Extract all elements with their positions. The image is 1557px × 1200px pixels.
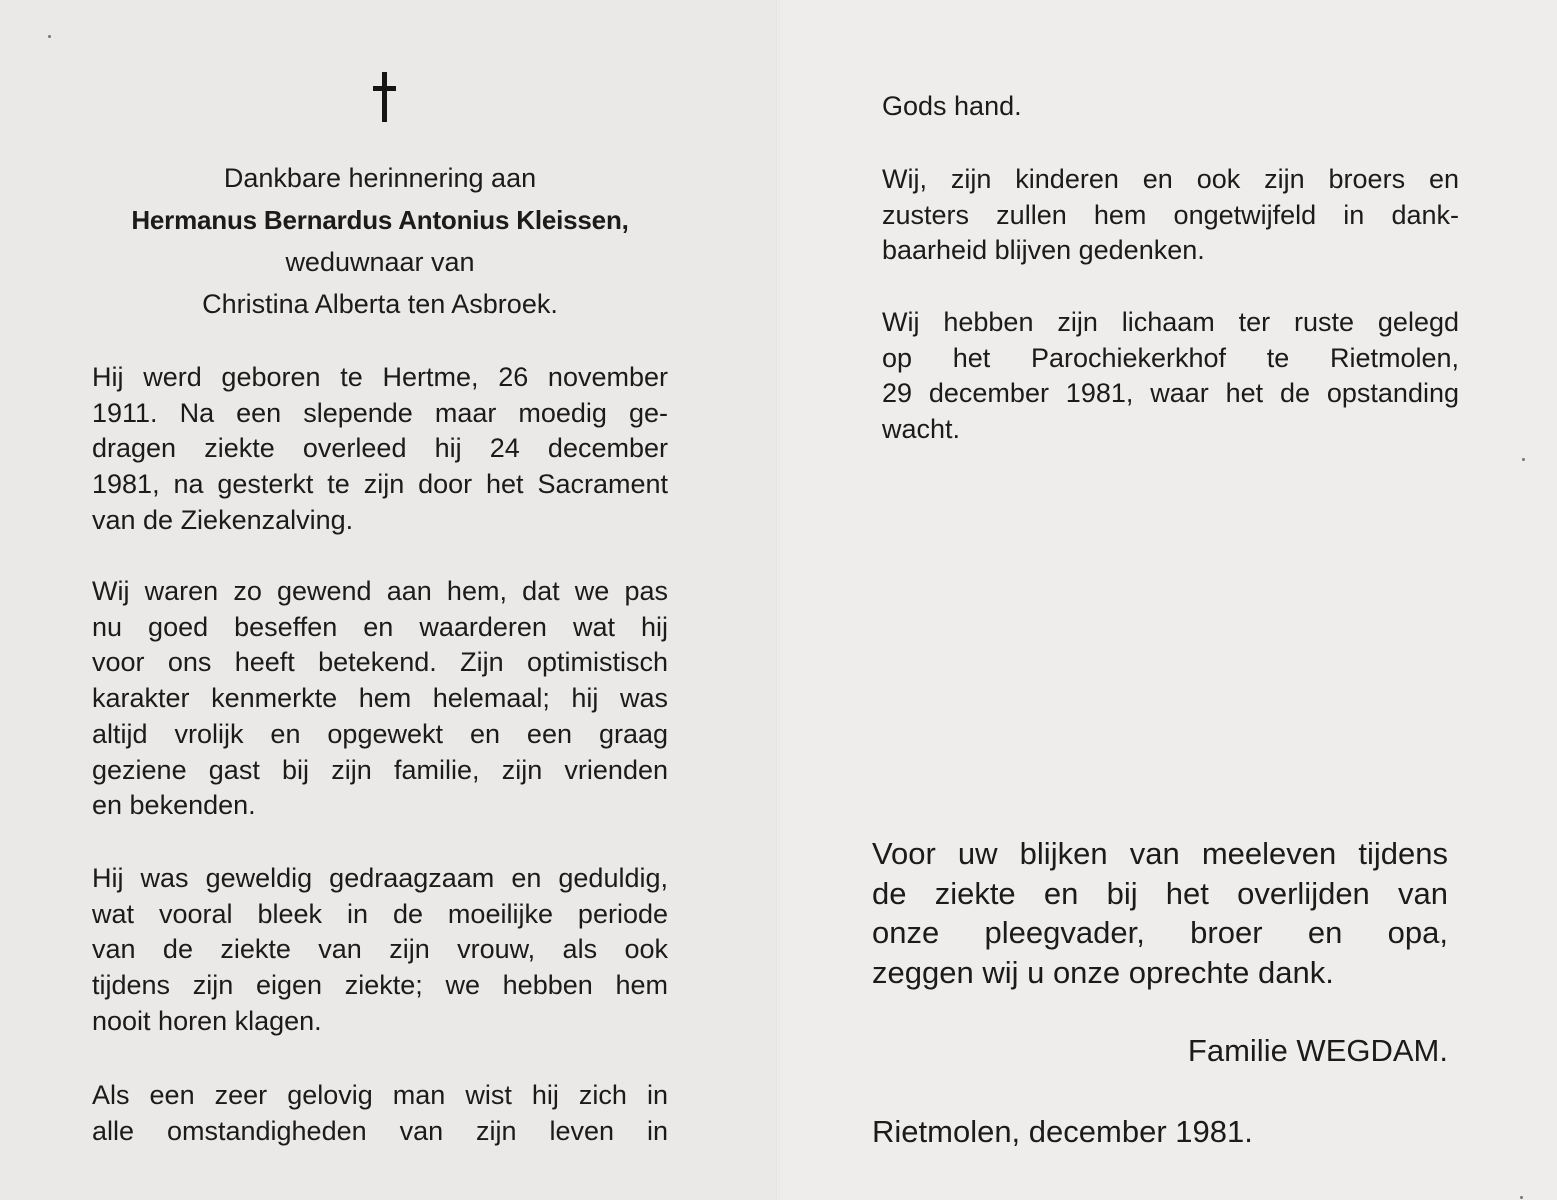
spouse-name: Christina Alberta ten Asbroek. <box>202 289 558 319</box>
header-intro: Dankbare herinnering aan <box>223 163 537 193</box>
memorial-header <box>92 157 668 325</box>
paper-speck <box>1520 1196 1523 1199</box>
card-fold <box>776 0 780 1200</box>
text-line: baarheid blijven gedenken. <box>882 235 1205 266</box>
right-paragraph-3 <box>882 305 1459 448</box>
cross-icon <box>371 72 397 124</box>
text-line: nooit horen klagen. <box>92 1005 322 1036</box>
text-line: 1911. Na een slepende maar moedig ge- <box>92 397 668 428</box>
left-paragraph-1 <box>92 360 668 539</box>
text-line: op het Parochiekerkhof te Rietmolen, <box>882 342 1459 373</box>
text-line: Hij werd geboren te Hertme, 26 november <box>92 362 668 392</box>
left-paragraph-2 <box>92 574 668 824</box>
text-line: zeggen wij u onze oprechte dank. <box>872 954 1334 990</box>
text-line: dragen ziekte overleed hij 24 december <box>92 433 668 464</box>
text-line: alle omstandigheden van zijn leven in <box>92 1115 668 1146</box>
thanks-paragraph <box>872 834 1448 992</box>
cross-horizontal-bar <box>373 86 396 91</box>
text-line: van de ziekte van zijn vrouw, als ook <box>92 934 668 965</box>
text-line: onze pleegvader, broer en opa, <box>872 915 1448 950</box>
text-line: van de Ziekenzalving. <box>92 504 354 535</box>
text-line: Wij hebben zijn lichaam ter ruste gelegd <box>882 307 1459 337</box>
text-line: Als een zeer gelovig man wist hij zich in <box>92 1080 668 1110</box>
text-line: 1981, na gesterkt te zijn door het Sacrament <box>92 469 668 500</box>
deceased-name: Hermanus Bernardus Antonius Kleissen, <box>131 205 629 235</box>
text-line: wat vooral bleek in de moeilijke periode <box>92 898 668 929</box>
text-line: Hij was geweldig gedraagzaam en geduldig, <box>92 863 668 893</box>
left-paragraph-3 <box>92 861 668 1040</box>
family-signature: Familie WEGDAM. <box>1187 1033 1448 1068</box>
left-paragraph-4 <box>92 1078 668 1149</box>
text-line: Wij waren zo gewend aan hem, dat we pas <box>92 576 668 606</box>
text-line: Gods hand. <box>882 91 1022 121</box>
paper-speck <box>1522 458 1525 461</box>
text-line: zusters zullen hem ongetwijfeld in dank- <box>882 199 1459 230</box>
text-line: nu goed beseffen en waarderen wat hij <box>92 611 668 642</box>
text-line: karakter kenmerkte hem helemaal; hij was <box>92 683 668 714</box>
text-line: geziene gast bij zijn familie, zijn vrienden <box>92 754 668 785</box>
text-line: Voor uw blijken van meeleven tijdens <box>872 836 1448 871</box>
text-line: Wij, zijn kinderen en ook zijn broers en <box>882 164 1459 194</box>
text-line: altijd vrolijk en opgewekt en een graag <box>92 718 668 749</box>
right-paragraph-2 <box>882 162 1459 269</box>
text-line: de ziekte en bij het overlijden van <box>872 875 1448 911</box>
text-line: 29 december 1981, waar het de opstanding <box>882 378 1459 409</box>
text-line: voor ons heeft betekend. Zijn optimistisch <box>92 647 668 678</box>
text-line: tijdens zijn eigen ziekte; we hebben hem <box>92 970 668 1001</box>
text-line: wacht. <box>882 414 961 445</box>
cross-vertical-bar <box>382 72 387 122</box>
paper-speck <box>48 35 51 38</box>
text-line: en bekenden. <box>92 790 256 821</box>
right-paragraph-1 <box>882 89 1459 125</box>
header-relation: weduwnaar van <box>285 247 475 277</box>
place-date: Rietmolen, december 1981. <box>872 1114 1253 1149</box>
